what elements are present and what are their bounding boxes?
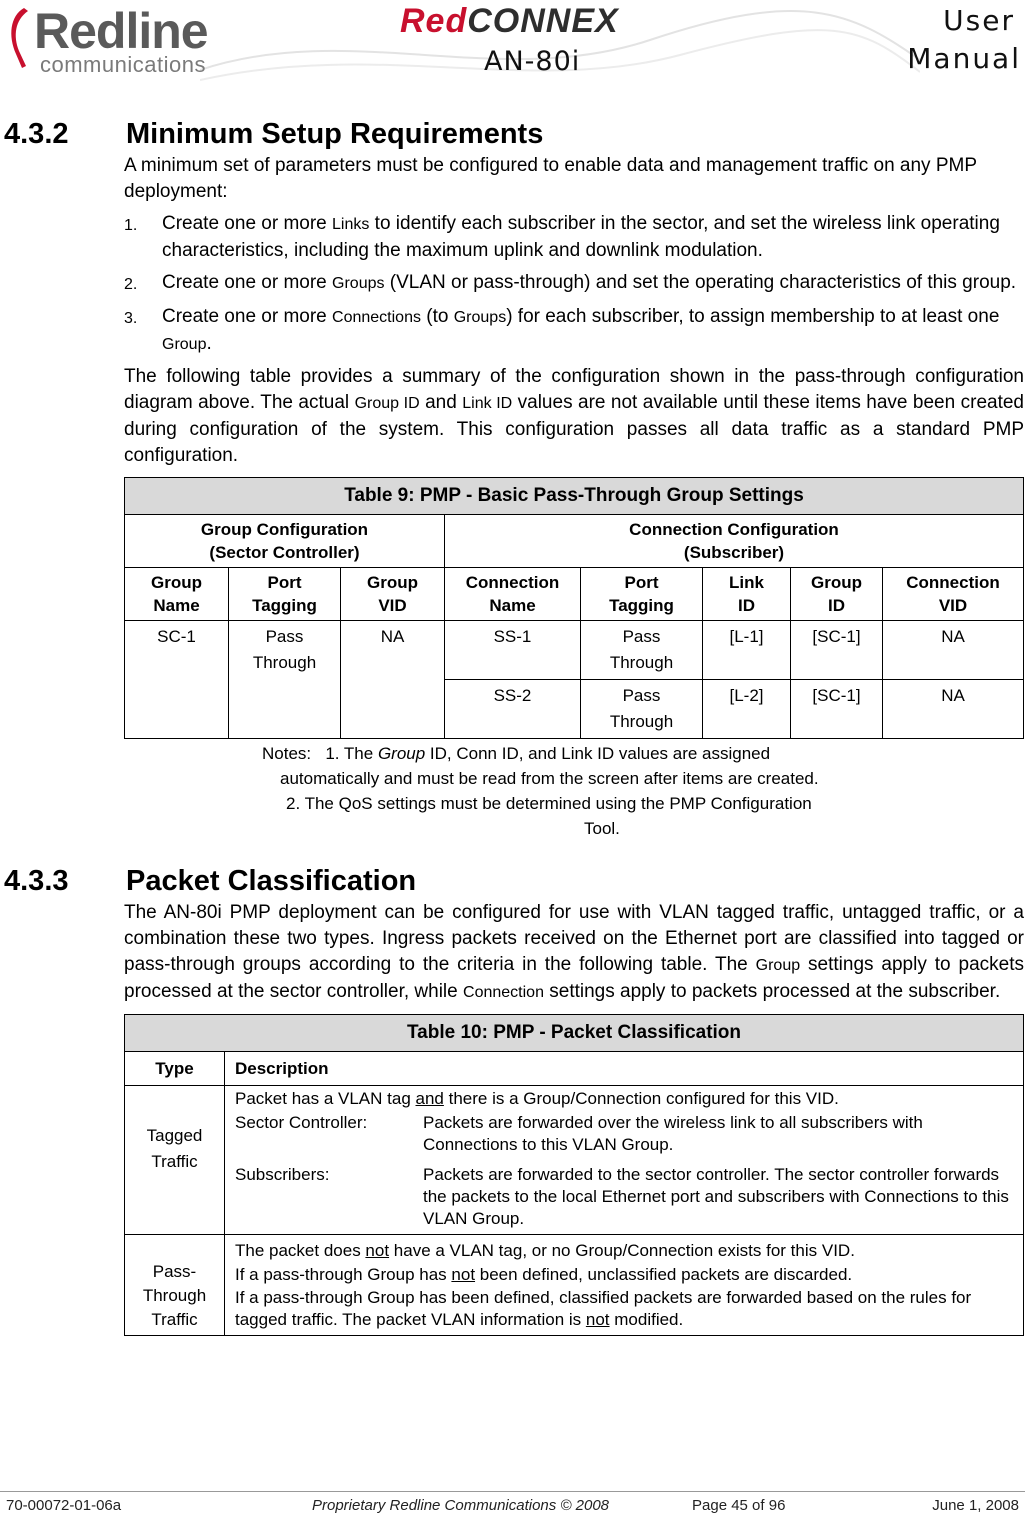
cell-connection-vid: NA (883, 680, 1024, 739)
col-connection-vid: Connection VID (883, 568, 1024, 621)
table-row (125, 621, 1024, 680)
footer-copyright: Proprietary Redline Communications © 2008 (312, 1497, 610, 1514)
page-content (4, 118, 1024, 1336)
table-caption: Table 9: PMP - Basic Pass-Through Group Settings (125, 478, 1024, 515)
section-number: 4.3.2 (4, 118, 69, 150)
col-group-vid: Group VID (341, 568, 445, 621)
table-column-header-row (125, 1052, 1024, 1086)
cell-group-vid: NA (341, 621, 445, 739)
cell-link-id: [L-1] (703, 621, 791, 680)
table-group-header-row (125, 515, 1024, 568)
redline-logo-icon (6, 6, 36, 70)
list-item: 2. Create one or more Groups (VLAN or pass-through) and set the operating characteristics of this group. (124, 272, 1017, 293)
table9-notes (262, 741, 1024, 841)
doc-type-line1: User (943, 4, 1015, 37)
cell-type-tagged: Tagged Traffic (125, 1086, 225, 1235)
brand-red: Red (400, 2, 468, 40)
group-config-header: Group Configuration (Sector Controller) (125, 515, 445, 568)
cell-group-id: [SC-1] (791, 621, 883, 680)
footer-page-number: Page 45 of 96 (692, 1497, 786, 1514)
cell-connection-name: SS-1 (445, 621, 581, 680)
cell-conn-port-tagging: Pass Through (581, 621, 703, 680)
col-group-name: Group Name (125, 568, 229, 621)
table-packet-classification (124, 1014, 1024, 1336)
section-heading-4-3-3 (4, 865, 1024, 898)
table-pass-through-group-settings (124, 477, 1024, 739)
list-item: 1. Create one or more Links to identify each subscriber in the sector, and set the wireless link operating characteristics, including the maximum uplink and downlink modulation. (124, 213, 1000, 261)
col-description: Description (225, 1052, 1024, 1086)
section-title: Packet Classification (126, 865, 417, 897)
cell-group-name: SC-1 (125, 621, 229, 739)
section-heading-4-3-2 (4, 118, 1024, 151)
table-caption-row (125, 478, 1024, 515)
section-title: Minimum Setup Requirements (126, 118, 544, 150)
col-port-tagging: Port Tagging (229, 568, 341, 621)
list-item: 3. Create one or more Connections (to Groups) for each subscriber, to assign membership to at least one Group. (124, 306, 1000, 354)
cell-desc-pass-through: The packet does not have a VLAN tag, or no Group/Connection exists for this VID. If a pass-through Group has not been defined, unclassified packets are discarded. If a pass-through Group has been defined, classified packets are forwarded based on the rules for tagged traffic. The packet VLAN information is not modified. (225, 1235, 1024, 1336)
col-connection-name: Connection Name (445, 568, 581, 621)
footer-date: June 1, 2008 (932, 1497, 1019, 1514)
cell-port-tagging: Pass Through (229, 621, 341, 739)
section-intro: A minimum set of parameters must be configured to enable data and management traffic on any PMP deployment: (124, 155, 977, 202)
cell-link-id: [L-2] (703, 680, 791, 739)
connection-config-header: Connection Configuration (Subscriber) (445, 515, 1024, 568)
col-group-id: Group ID (791, 568, 883, 621)
section-number: 4.3.3 (4, 865, 69, 897)
col-link-id: Link ID (703, 568, 791, 621)
page-header (0, 0, 1025, 90)
table-column-header-row (125, 568, 1024, 621)
cell-group-id: [SC-1] (791, 680, 883, 739)
doc-type-line2: Manual (907, 42, 1021, 75)
col-type: Type (125, 1052, 225, 1086)
cell-connection-vid: NA (883, 621, 1024, 680)
company-logo-text: Redline (34, 3, 208, 59)
note-1: Notes: 1. The Group ID, Conn ID, and Link ID values are assigned (262, 744, 771, 763)
note-2: 2. The QoS settings must be determined using the PMP Configuration (286, 794, 812, 813)
note-2-continued: Tool. (584, 819, 620, 838)
footer-doc-number: 70-00072-01-06a (6, 1497, 122, 1514)
table-caption: Table 10: PMP - Packet Classification (125, 1015, 1024, 1052)
cell-type-pass-through: Pass- Through Traffic (125, 1235, 225, 1336)
table9-intro-paragraph: The following table provides a summary of the configuration shown in the pass-through configuration diagram above. The actual Group ID and Link ID values are not available until these items have been created during configuration of the system. This configuration passes all data traffic as a standard PMP configuration. (124, 366, 1024, 466)
setup-steps-list (124, 211, 1024, 358)
packet-classification-paragraph: The AN-80i PMP deployment can be configured for use with VLAN tagged traffic, untagged traffic, or a combination these two types. Ingress packets received on the Ethernet port are classified into tagged or pass-through groups according to the criteria in the following table. The Group settings apply to packets processed at the sector controller, while Connection settings apply to packets processed at the subscriber. (124, 902, 1024, 1002)
page-footer (0, 1491, 1025, 1514)
cell-desc-tagged: Packet has a VLAN tag and there is a Group/Connection configured for this VID. Sector Controller: Packets are forwarded over the wireless link to all subscribers with Connections to this VLAN Group. Subscribers: Packets are forwarded to the sector controller. The sector controller forwards the packets to the local Ethernet port and subscribers with Connections to this VLAN Group. (225, 1086, 1024, 1235)
product-brand-logo (400, 2, 619, 41)
company-logo-subtext: communications (40, 52, 206, 77)
table-caption-row (125, 1015, 1024, 1052)
note-1-continued: automatically and must be read from the screen after items are created. (280, 769, 819, 788)
brand-dark: CONNEX (467, 2, 619, 40)
cell-conn-port-tagging: Pass Through (581, 680, 703, 739)
col-conn-port-tagging: Port Tagging (581, 568, 703, 621)
product-name: AN-80i (484, 46, 581, 77)
table-row (125, 1086, 1024, 1235)
cell-connection-name: SS-2 (445, 680, 581, 739)
table-row (125, 1235, 1024, 1336)
